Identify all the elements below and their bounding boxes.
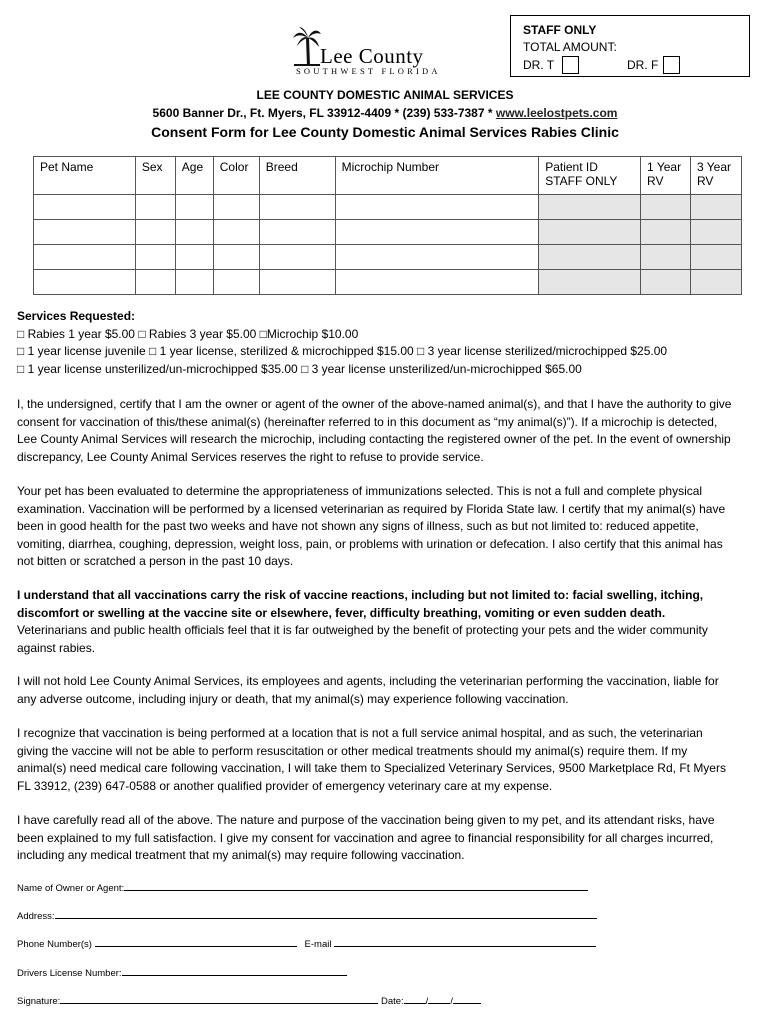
phone-input[interactable] bbox=[95, 936, 297, 947]
dr-t-checkbox[interactable] bbox=[562, 56, 579, 74]
staff-only-title: STAFF ONLY bbox=[523, 23, 597, 37]
services-line-1[interactable]: □ Rabies 1 year $5.00 □ Rabies 3 year $5.00 □Microchip $10.00 bbox=[17, 326, 359, 341]
license-field bbox=[17, 965, 347, 979]
col-microchip: Microchip Number bbox=[335, 157, 539, 195]
form-title: Consent Form for Lee County Domestic Animal Services Rabies Clinic bbox=[151, 124, 619, 140]
dr-f-checkbox[interactable] bbox=[663, 56, 680, 74]
address-input[interactable] bbox=[55, 908, 597, 919]
table-row[interactable] bbox=[34, 270, 742, 295]
table-header-row bbox=[34, 157, 742, 195]
license-label: Drivers License Number: bbox=[17, 968, 122, 979]
col-pet-name: Pet Name bbox=[34, 157, 136, 195]
signature-label: Signature: bbox=[17, 996, 61, 1007]
signature-input[interactable] bbox=[60, 993, 378, 1004]
owner-input[interactable] bbox=[124, 880, 588, 891]
paragraph-liability: I will not hold Lee County Animal Services, its employees and agents, including the veterinarian performing the vaccination, liable for any adverse outcome, including injury or death, that my animal(s) may experience following vaccination. bbox=[17, 674, 719, 706]
email-input[interactable] bbox=[334, 936, 596, 947]
pet-table bbox=[33, 156, 742, 295]
services-line-2[interactable]: □ 1 year license juvenile □ 1 year license, sterilized & microchipped $15.00 □ 3 year license sterilized/microchipped $25.00 bbox=[17, 344, 668, 358]
col-age: Age bbox=[175, 157, 213, 195]
dr-t-label: DR. T bbox=[523, 58, 555, 72]
total-amount-label: TOTAL AMOUNT: bbox=[523, 40, 617, 54]
logo-tagline: SOUTHWEST FLORIDA bbox=[296, 66, 441, 76]
website-link[interactable]: www.leelostpets.com bbox=[495, 106, 618, 120]
paragraph-evaluation: Your pet has been evaluated to determine the appropriateness of immunizations selected. This is not a full and complete physical examination. Vaccination will be performed by a licensed veterinarian as required by Florida State law. I certify that my animal(s) have been in good health for the past two weeks and have not shown any signs of illness, such as but not limited to: reduced appetite, vomiting, diarrhea, coughing, depression, weight loss, pain, or problems with urination or defecation. I also certify that this animal has not bitten or scratched a person in the past 10 days. bbox=[17, 484, 726, 568]
owner-label: Name of Owner or Agent: bbox=[17, 883, 125, 894]
services-section bbox=[17, 308, 737, 378]
date-year-input[interactable] bbox=[453, 993, 481, 1004]
paragraph-risks: I understand that all vaccinations carry the risk of vaccine reactions, including but not limited to: facial swelling, itching, discomfort or swelling at the vaccine site or elsewhere, fever, difficulty breathing, vomiting or even sudden death. Veterinarians and public health officials feel that it is far outweighed by the benefit of protecting your pets and the wider community against rabies. bbox=[17, 588, 708, 655]
col-breed: Breed bbox=[259, 157, 335, 195]
date-month-input[interactable] bbox=[404, 993, 426, 1004]
services-line-3[interactable]: □ 1 year license unsterilized/un-microchipped $35.00 □ 3 year license unsterilized/un-microchipped $65.00 bbox=[17, 361, 582, 376]
paragraph-medical-care: I recognize that vaccination is being performed at a location that is not a full service animal hospital, and as such, the veterinarian giving the vaccine will not be able to perform resuscitation or other medical treatments should my animal(s) require them. If my animal(s) need medical care following vaccination, I will take them to Specialized Veterinary Services, 9500 Marketplace Rd, Ft Myers FL 33912, (239) 647-0588 or another qualified provider of emergency veterinary care at my expense. bbox=[17, 726, 726, 793]
table-row[interactable] bbox=[34, 245, 742, 270]
address-label: Address: bbox=[17, 911, 55, 922]
paragraph-consent: I have carefully read all of the above. The nature and purpose of the vaccination being given to my pet, and its attendant risks, have been explained to my full satisfaction. I give my consent for vaccination and agree to financial responsibility for all charges incurred, including any medical treatment that my animal(s) may require following vaccination. bbox=[17, 813, 715, 862]
col-1-year-rv: 1 Year RV bbox=[641, 157, 691, 195]
table-row[interactable] bbox=[34, 195, 742, 220]
email-label: E-mail bbox=[304, 939, 332, 950]
owner-field bbox=[17, 880, 588, 894]
phone-email-field bbox=[17, 936, 596, 950]
paragraph-authority: I, the undersigned, certify that I am the owner or agent of the owner of the above-named animal(s), and that I have the authority to give consent for vaccination of this/these animal(s) (hereinafter referred to in this document as “my animal(s)”). If a microchip is detected, Lee County Animal Services will research the microchip, including contacting the registered owner of the pet. In the event of ownership discrepancy, Lee County Animal Services reserves the right to refuse to provide service. bbox=[17, 397, 732, 464]
col-3-year-rv: 3 Year RV bbox=[690, 157, 741, 195]
address-field bbox=[17, 908, 597, 922]
services-heading: Services Requested: bbox=[17, 309, 136, 323]
date-day-input[interactable] bbox=[428, 993, 450, 1004]
staff-only-box bbox=[510, 15, 750, 77]
table-row[interactable] bbox=[34, 220, 742, 245]
col-color: Color bbox=[213, 157, 259, 195]
signature-field: Signature: Date: / / bbox=[17, 993, 481, 1007]
lee-county-logo bbox=[292, 26, 467, 78]
dr-f-label: DR. F bbox=[627, 58, 659, 72]
agency-name: LEE COUNTY DOMESTIC ANIMAL SERVICES bbox=[256, 88, 514, 102]
phone-label: Phone Number(s) bbox=[17, 939, 92, 950]
logo-name: Lee County bbox=[320, 44, 424, 68]
col-patient-id: Patient ID STAFF ONLY bbox=[539, 157, 641, 195]
agency-address: 5600 Banner Dr., Ft. Myers, FL 33912-4409 * (239) 533-7387 * www.leelostpets.com bbox=[152, 106, 618, 120]
palm-tree-icon bbox=[292, 26, 322, 66]
col-sex: Sex bbox=[135, 157, 175, 195]
date-label: Date: bbox=[380, 996, 404, 1007]
license-input[interactable] bbox=[122, 965, 347, 976]
